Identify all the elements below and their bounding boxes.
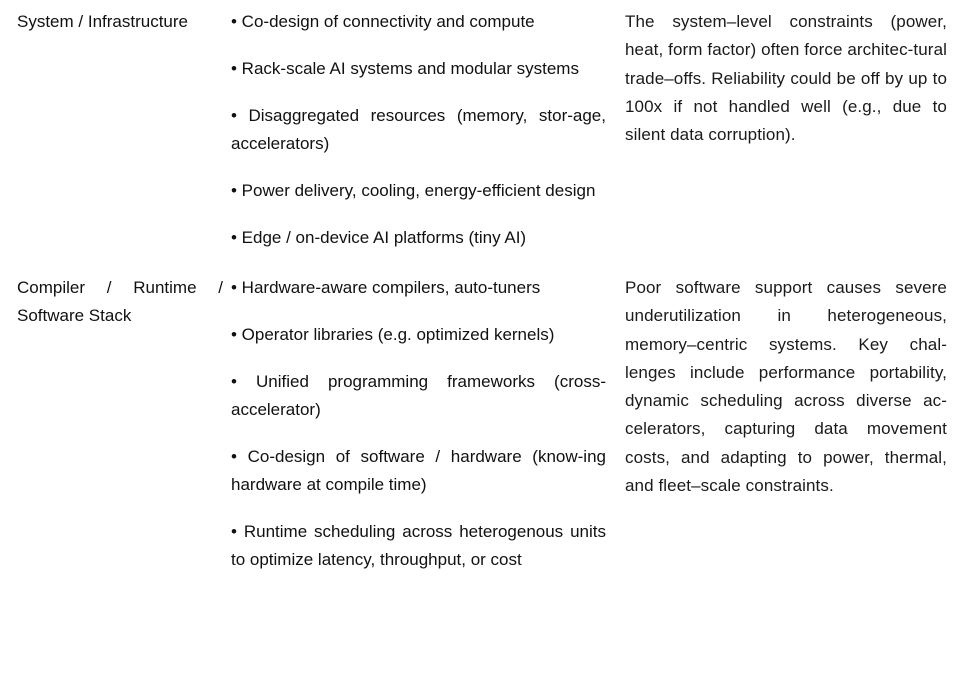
bullet-list <box>231 274 608 574</box>
list-item: • Rack-scale AI systems and modular systems <box>231 59 579 78</box>
list-item: • Co-design of software / hardware (know-ing hardware at compile time) <box>231 447 606 494</box>
bullet-list <box>231 8 608 252</box>
list-item: • Co-design of connectivity and compute <box>231 12 535 31</box>
challenges-table <box>17 8 947 574</box>
category-label: Compiler / Runtime / Software Stack <box>17 278 223 325</box>
list-item: • Disaggregated resources (memory, stor-age, accelerators) <box>231 106 606 153</box>
list-item: • Unified programming frameworks (cross-accelerator) <box>231 372 606 419</box>
list-item: • Power delivery, cooling, energy-efficient design <box>231 181 596 200</box>
table-row <box>17 8 947 252</box>
table-row <box>17 274 947 574</box>
challenge-note: Poor software support causes severe underutilization in heterogeneous, memory–centric systems. Key chal-lenges include performance portability, dynamic scheduling across diverse ac-celerators, capturing data movement costs, and adapting to power, thermal, and fleet–scale constraints. <box>625 278 947 496</box>
list-item: • Hardware-aware compilers, auto-tuners <box>231 278 541 297</box>
list-item: • Runtime scheduling across heterogenous units to optimize latency, throughput, or cost <box>231 522 606 569</box>
list-item: • Edge / on-device AI platforms (tiny AI) <box>231 228 527 247</box>
list-item: • Operator libraries (e.g. optimized kernels) <box>231 325 555 344</box>
challenge-note: The system–level constraints (power, heat, form factor) often force architec-tural trade–offs. Reliability could be off by up to 100x if not handled well (e.g., due to silent data corruption). <box>625 12 947 145</box>
category-label: System / Infrastructure <box>17 12 188 31</box>
